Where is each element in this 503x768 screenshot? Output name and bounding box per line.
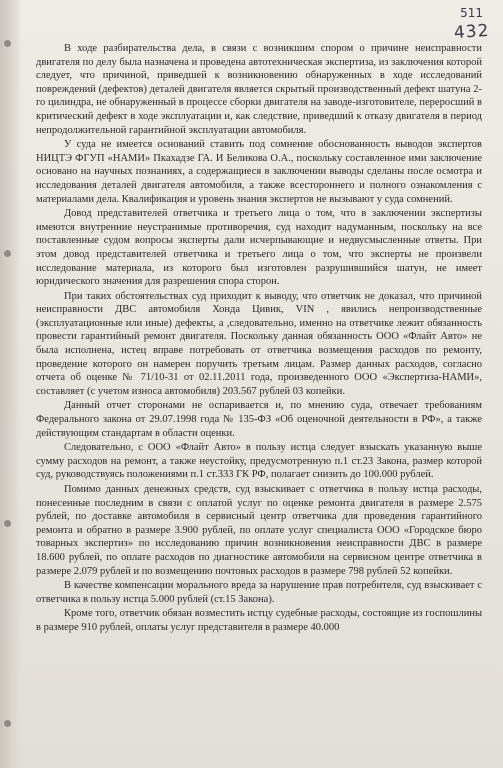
paragraph-3: Довод представителей ответчика и третьего лица о том, что в заключении экспертизы имеются внутренние неустранимые противоречия, суд находит надуманным, поскольку на все поставленные судом вопросы эксперты дали исчерпывающие и недвусмысленные ответы. При этом довод представителей ответчика и третьего лица о том, что эксперты не произвели исследование материала, из которого был изготовлен разрушившийся шатун, не имеет юридического значения для разрешения спора сторон. [36,208,482,288]
binding-hole [4,720,11,727]
binding-hole [4,250,11,257]
paragraph-9: Кроме того, ответчик обязан возместить истцу судебные расходы, состоящие из госпошлины в размере 910 рублей, оплаты услуг представителя в размере 40.000 [36,608,482,633]
page-number-top: 511 [460,6,483,20]
binding-edge [0,0,22,768]
paragraph-4: При таких обстоятельствах суд приходит к выводу, что ответчик не доказал, что причиной неисправности ДВС автомобиля Хонда Цивик, VIN , явились непроизводственные (эксплуатационные или иные) дефекты, а ,следовательно, именно на ответчике лежит обязанность провести гарантийный ремонт двигателя. Поскольку данная обязанность ООО «Флайт Авто» не была исполнена, истец вправе потребовать от ответчика возмещения расходов по ремонту, проведение которого он намерен поручить третьим лицам. Размер данных расходов, согласно отчета об оценке № 71/10-31 от 02.11.2011 года, произведенного ООО «Экспертиза-НАМИ», составляет (с учетом износа автомобиля) 203.567 рублей 03 копейки. [36,290,482,397]
paragraph-7: Помимо данных денежных средств, суд взыскивает с ответчика в пользу истца расходы, понесенные последним в связи с оплатой услуг по оценке ремонта двигателя в размере 2.575 рублей, по доставке автомобиля в сервисный центр ответчика для проведения гарантийного ремонта и обратно в размере 3.900 рублей, по оплате услуг специалиста ООО «Городское бюро товарных экспертиз» по исследованию причин возникновения неисправности ДВС в размере 18.600 рублей, по оплате расходов по диагностике автомобиля на сервисном центре ответчика в размере 2.079 рублей и по возмещению почтовых расходов в размере 798 рублей 52 копейки. [36,484,482,577]
document-body [36,42,482,635]
page-number: 432 [452,20,490,44]
binding-hole [4,520,11,527]
paragraph-1: В ходе разбирательства дела, в связи с возникшим спором о причине неисправности двигателя по делу была назначена и проведена автотехническая экспертиза, из заключения которой следует, что причиной, приведшей к возникновению обнаруженных в ходе исследований повреждений (дефектов) деталей двигателя является скрытый производственный дефект шатуна 2-го цилиндра, не обнаруженный в процессе сборки двигателя на заводе-изготовителе, переросший в критический дефект в ходе эксплуатации и, как следствие, приведший к отказу двигателя в период непродолжительной гарантийной эксплуатации автомобиля. [36,43,482,136]
paragraph-8: В качестве компенсации морального вреда за нарушение прав потребителя, суд взыскивает с ответчика в пользу истца 5.000 рублей (ст.15 Закона). [36,580,482,605]
binding-hole [4,40,11,47]
paragraph-6: Следовательно, с ООО «Флайт Авто» в пользу истца следует взыскать указанную выше сумму расходов на ремонт, а также неустойку, предусмотренную п.1 ст.23 Закона, размер которой суд, руководствуясь положениями п.1 ст.333 ГК РФ, полагает снизить до 100.000 рублей. [36,442,482,481]
paragraph-5: Данный отчет сторонами не оспаривается и, по мнению суда, отвечает требованиям Федерального закона от 29.07.1998 года № 135-ФЗ «Об оценочной деятельности в РФ», а также действующим стандартам в области оценки. [36,400,482,439]
paragraph-2: У суда не имеется оснований ставить под сомнение обоснованность выводов экспертов НИЦТЭ ФГУП «НАМИ» Пкахадзе ГА. И Беликова О.А., поскольку составленное ими заключение основано на научных познаниях, а содержащиеся в заключении выводы сделаны после осмотра и исследования деталей двигателя автомобиля, а также всестороннего и полного ознакомления с материалами дела. Квалификация и уровень знания экспертов не вызывают у суда сомнений. [36,139,482,205]
